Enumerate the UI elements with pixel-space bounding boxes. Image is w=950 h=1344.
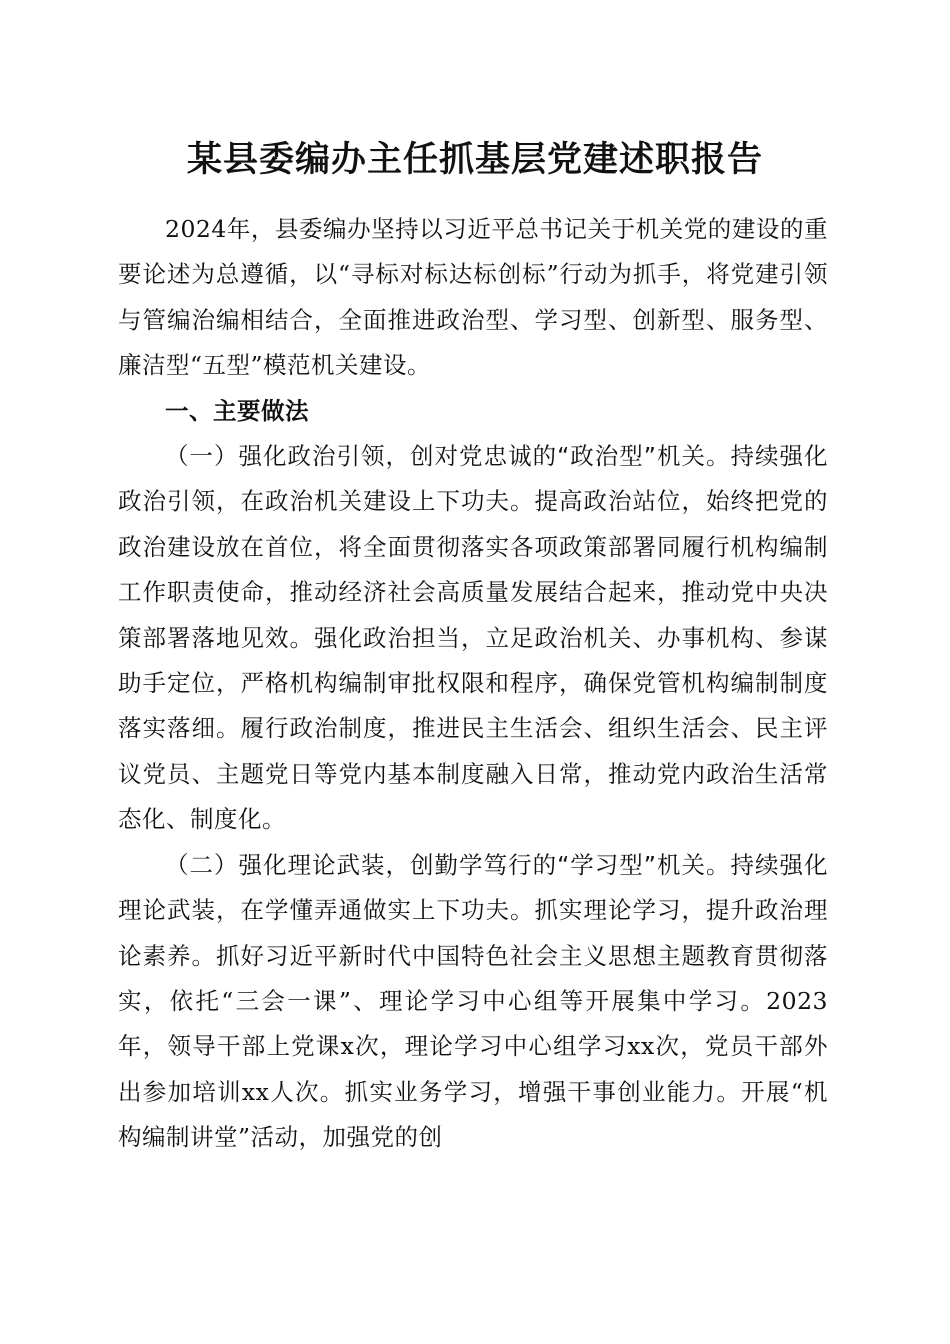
item-1-body: 持续强化政治引领，在政治机关建设上下功夫。提高政治站位，始终把党的政治建设放在首位，将全面贯彻落实各项政策部署同履行机构编制工作职责使命，推动经济社会高质量发展结合起来，推动党中央决策部署落地见效。强化政治担当，立足政治机关、办事机构、参谋助手定位，严格机构编制审批权限和程序，确保党管机构编制制度落实落细。履行政治制度，推进民主生活会、组织生活会、民主评议党员、主题党日等党内基本制度融入日常，推动党内政治生活常态化、制度化。 [118,442,828,834]
item-1-paragraph [118,434,828,843]
section-heading-main-practices: 一、主要做法 [165,396,309,425]
intro-paragraph: 2024年，县委编办坚持以习近平总书记关于机关党的建设的重要论述为总遵循，以“寻标对标达标创标”行动为抓手，将党建引领与管编治编相结合，全面推进政治型、学习型、创新型、服务型、廉洁型“五型”模范机关建设。 [118,215,828,380]
document-body [118,207,828,1161]
item-1-lead: （一）强化政治引领，创对党忠诚的“政治型”机关。 [165,442,731,471]
document-title: 某县委编办主任抓基层党建述职报告 [186,139,763,180]
item-2-lead: （二）强化理论武装，创勤学笃行的“学习型”机关。 [165,850,731,879]
item-2-body: 持续强化理论武装，在学懂弄通做实上下功夫。抓实理论学习，提升政治理论素养。抓好习近平新时代中国特色社会主义思想主题教育贯彻落实，依托“三会一课”、理论学习中心组等开展集中学习。2023年，领导干部上党课x次，理论学习中心组学习xx次，党员干部外出参加培训xx人次。抓实业务学习，增强干事创业能力。开展“机构编制讲堂”活动，加强党的创 [118,850,828,1152]
item-2-paragraph [118,843,828,1161]
